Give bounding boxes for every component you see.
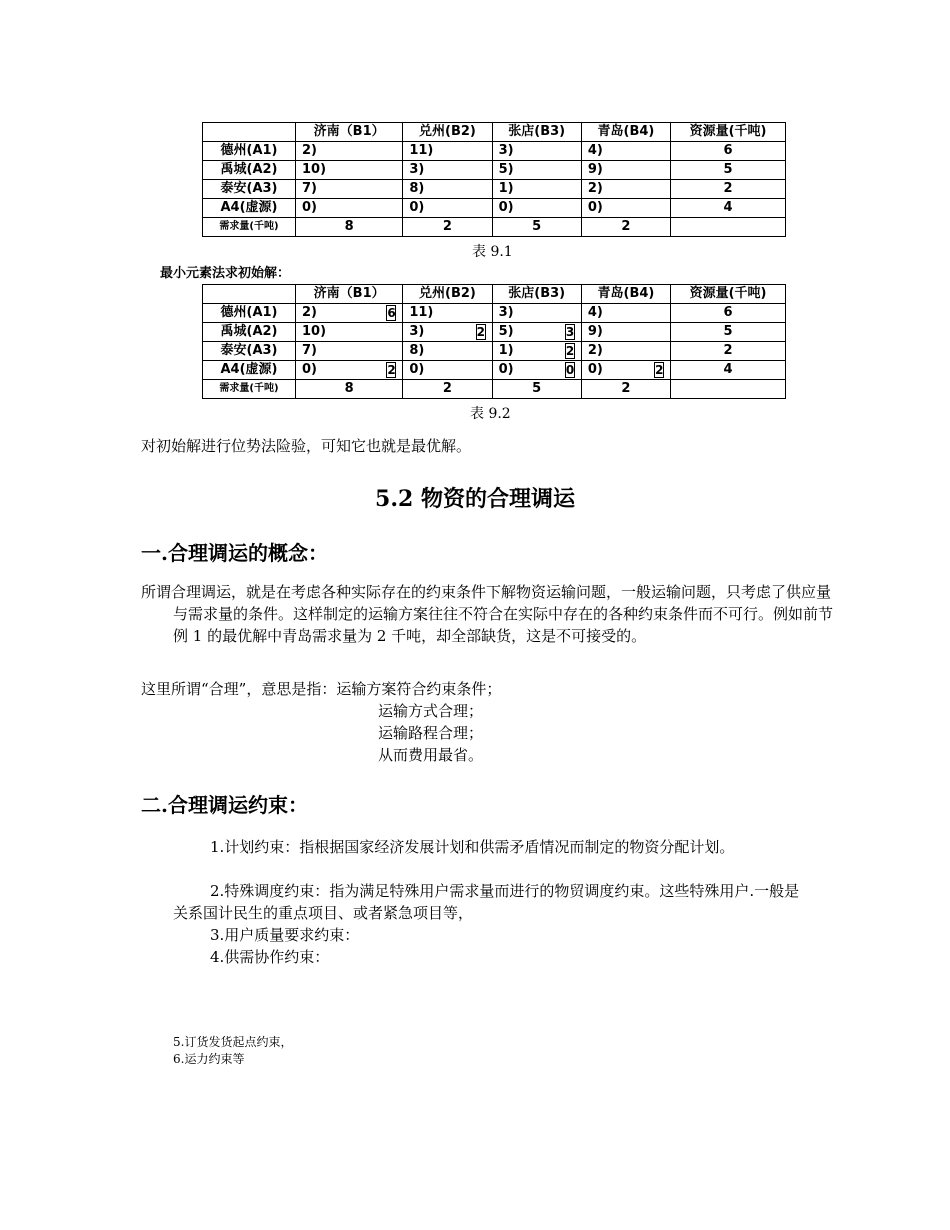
small-item: 6.运力约束等 xyxy=(173,1052,245,1066)
table-cell: 5) xyxy=(492,161,581,180)
table-cell: 0) xyxy=(492,199,581,218)
heading-constraints: 二.合理调运约束： xyxy=(141,793,308,817)
table-header-row xyxy=(203,285,786,304)
table-cell: 6 xyxy=(671,304,786,323)
table-caption: 表 9.1 xyxy=(472,244,513,260)
constraint-item: 4.供需协作约束： xyxy=(210,948,330,966)
section-title: 5.2 物资的合理调运 xyxy=(375,486,575,512)
table-cell xyxy=(296,361,403,380)
table-cell: 8 xyxy=(296,380,403,399)
row-label: 泰安(A3) xyxy=(203,180,296,199)
table-row xyxy=(203,342,786,361)
table-cell xyxy=(492,323,581,342)
reasonable-item: 运输方式合理； xyxy=(378,702,484,720)
table-cell: 0) xyxy=(296,199,403,218)
table-cell: 5 xyxy=(492,380,581,399)
cost: 2) xyxy=(587,343,603,358)
table-cell xyxy=(581,342,670,361)
table-cell: 5 xyxy=(671,323,786,342)
row-label: 需求量(千吨) xyxy=(203,380,296,399)
allocation-box: 3 xyxy=(565,325,575,339)
demand-row xyxy=(203,218,786,237)
reasonable-item: 从而费用最省。 xyxy=(378,746,484,764)
header-cell xyxy=(203,285,296,304)
cost: 0) xyxy=(409,362,425,377)
header-cell: 兑州(B2) xyxy=(403,285,492,304)
allocation-box: 2 xyxy=(387,363,396,377)
cost: 1) xyxy=(498,343,514,358)
table-cell: 4 xyxy=(671,361,786,380)
cost: 0) xyxy=(498,362,514,377)
row-label: 德州(A1) xyxy=(203,304,296,323)
table-cell: 11) xyxy=(403,142,492,161)
cost: 0) xyxy=(587,362,603,377)
header-cell: 济南（B1） xyxy=(296,285,403,304)
allocation-box: 2 xyxy=(476,325,485,339)
cost: 7) xyxy=(302,343,317,358)
cost: 11) xyxy=(409,305,434,320)
row-label: 禹城(A2) xyxy=(203,161,296,180)
table-cell: 6 xyxy=(671,142,786,161)
cost: 2) xyxy=(302,305,317,320)
table-cell xyxy=(403,323,492,342)
table-cell: 2 xyxy=(581,380,670,399)
allocation-box: 2 xyxy=(565,344,575,358)
table-cell xyxy=(296,304,403,323)
table-9-1 xyxy=(202,122,786,237)
row-label: A4(虚源) xyxy=(203,199,296,218)
cost: 0) xyxy=(302,362,317,377)
small-item: 5.订货发货起点约束， xyxy=(173,1035,293,1049)
table-cell: 2 xyxy=(671,342,786,361)
table-cell xyxy=(492,361,581,380)
cost: 3) xyxy=(498,305,514,320)
table-cell xyxy=(671,218,786,237)
table-cell xyxy=(296,342,403,361)
table-cell: 4) xyxy=(581,142,670,161)
table-cell: 2 xyxy=(671,180,786,199)
row-label: 禹城(A2) xyxy=(203,323,296,342)
table-cell: 5 xyxy=(492,218,581,237)
table-cell xyxy=(296,323,403,342)
cost: 10) xyxy=(302,324,327,339)
table-cell: 8 xyxy=(296,218,403,237)
table-cell: 2 xyxy=(403,380,492,399)
paragraph-concept: 所谓合理调运，就是在考虑各种实际存在的约束条件下解物资运输问题，一般运输问题，只考虑了供应量与需求量的条件。这样制定的运输方案往往不符合在实际中存在的各种约束条件而不可行。例如前节例 1 的最优解中青岛需求量为 2 千吨，却全部缺货，这是不可接受的。 xyxy=(141,583,834,645)
table-cell: 0) xyxy=(581,199,670,218)
table-row xyxy=(203,199,786,218)
constraint-item: 1.计划约束：指根据国家经济发展计划和供需矛盾情况而制定的物资分配计划。 xyxy=(210,838,735,856)
table-cell: 3) xyxy=(403,161,492,180)
header-cell: 资源量(千吨) xyxy=(671,285,786,304)
row-label: A4(虚源) xyxy=(203,361,296,380)
table-cell: 2 xyxy=(403,218,492,237)
table-cell xyxy=(403,361,492,380)
cost: 9) xyxy=(587,324,603,339)
header-cell: 青岛(B4) xyxy=(581,285,670,304)
table-cell: 9) xyxy=(581,161,670,180)
table-row xyxy=(203,142,786,161)
table-cell: 8) xyxy=(403,180,492,199)
table-cell: 10) xyxy=(296,161,403,180)
table-row xyxy=(203,161,786,180)
table-cell: 1) xyxy=(492,180,581,199)
table-row xyxy=(203,304,786,323)
table-cell: 2) xyxy=(296,142,403,161)
table-cell: 5 xyxy=(671,161,786,180)
table-cell xyxy=(581,361,670,380)
header-cell: 兑州(B2) xyxy=(403,123,492,142)
table-cell xyxy=(492,304,581,323)
cost: 8) xyxy=(409,343,425,358)
table-cell xyxy=(671,380,786,399)
constraint-item: 3.用户质量要求约束： xyxy=(210,926,360,944)
table-cell xyxy=(492,342,581,361)
header-cell: 青岛(B4) xyxy=(581,123,670,142)
row-label: 德州(A1) xyxy=(203,142,296,161)
table-row xyxy=(203,180,786,199)
cost: 4) xyxy=(587,305,603,320)
allocation-box: 2 xyxy=(655,363,664,377)
paragraph-reasonable: 这里所谓“合理”，意思是指：运输方案符合约束条件； xyxy=(141,680,502,698)
reasonable-item: 运输路程合理； xyxy=(378,724,484,742)
table-caption: 表 9.2 xyxy=(470,406,511,422)
constraint-item: 2.特殊调度约束：指为满足特殊用户需求量而进行的物贸调度约束。这些特殊用户.一般是关系国计民生的重点项目、或者紧急项目等， xyxy=(173,882,800,922)
table-cell xyxy=(403,304,492,323)
allocation-box: 6 xyxy=(387,306,396,320)
header-cell xyxy=(203,123,296,142)
table-cell: 3) xyxy=(492,142,581,161)
table-cell xyxy=(581,323,670,342)
table-cell: 0) xyxy=(403,199,492,218)
header-cell: 资源量(千吨) xyxy=(671,123,786,142)
table-cell: 4 xyxy=(671,199,786,218)
allocation-box: 0 xyxy=(565,363,575,377)
row-label: 需求量(千吨) xyxy=(203,218,296,237)
table-9-2 xyxy=(202,284,786,399)
header-cell: 张店(B3) xyxy=(492,123,581,142)
table-header-row xyxy=(203,123,786,142)
cost: 3) xyxy=(409,324,425,339)
table-row xyxy=(203,361,786,380)
header-cell: 济南（B1） xyxy=(296,123,403,142)
header-cell: 张店(B3) xyxy=(492,285,581,304)
cost: 5) xyxy=(498,324,514,339)
table-cell: 2) xyxy=(581,180,670,199)
table-cell: 2 xyxy=(581,218,670,237)
check-paragraph: 对初始解进行位势法险验，可知它也就是最优解。 xyxy=(141,437,472,455)
row-label: 泰安(A3) xyxy=(203,342,296,361)
table-cell xyxy=(403,342,492,361)
method-label: 最小元素法求初始解： xyxy=(160,266,291,281)
heading-concept: 一.合理调运的概念： xyxy=(141,541,328,565)
table-row xyxy=(203,323,786,342)
demand-row xyxy=(203,380,786,399)
table-cell: 7) xyxy=(296,180,403,199)
table-cell xyxy=(581,304,670,323)
